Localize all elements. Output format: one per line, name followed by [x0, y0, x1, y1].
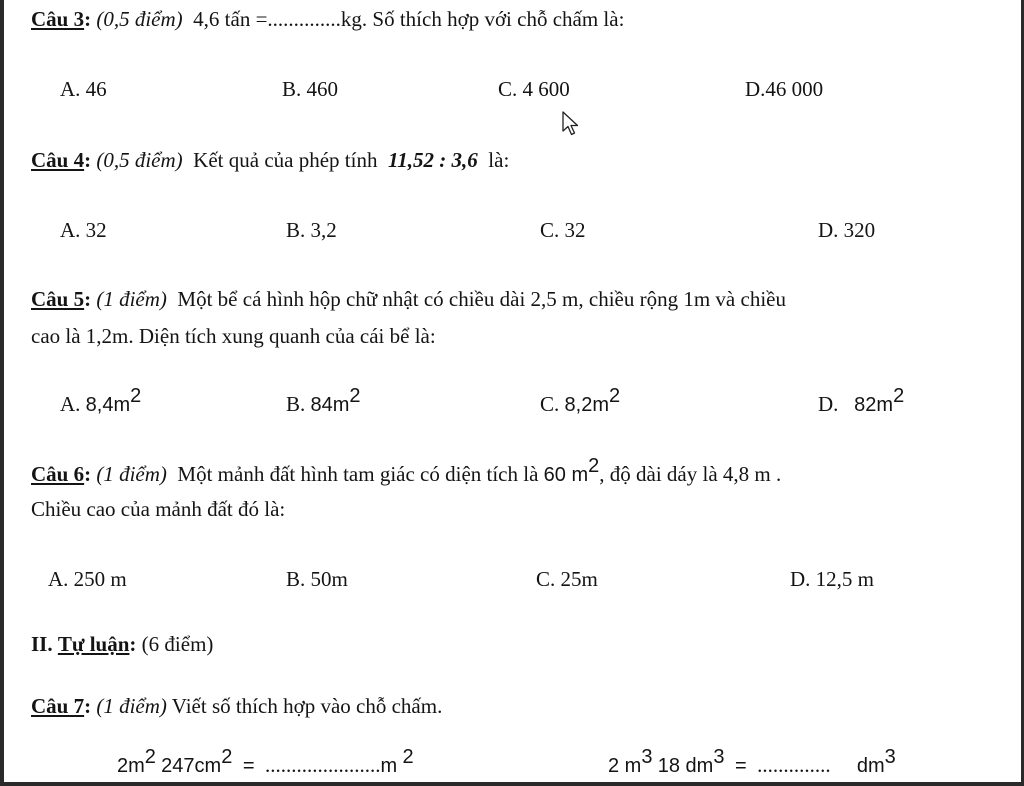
question-4: Câu 4: (0,5 điểm) Kết quả của phép tính 11,52 : 3,6 là: [31, 148, 510, 172]
question-text: Một bể cá hình hộp chữ nhật có chiều dài 2,5 m, chiều rộng 1m và chiều [177, 287, 786, 311]
question-text: kg. Số thích hợp với chỗ chấm là: [340, 7, 625, 31]
question-label: Câu 4 [31, 148, 85, 172]
question-text: là: [488, 148, 510, 172]
question-points: (1 điểm) [96, 462, 167, 486]
section-heading: II. Tự luận: (6 điểm) [31, 632, 214, 656]
option-d: D. 320 [818, 218, 876, 242]
option-b: B. 50m [286, 567, 348, 591]
option-c: C. $8,2m^2$ [540, 385, 621, 416]
option-a: A. 250 m [48, 567, 127, 591]
option-d: D.46 000 [745, 77, 824, 101]
exercise-2: 2 $m^3$ 18 $dm^3$ = .............. $dm^3$ [608, 746, 896, 777]
option-c: C. 32 [540, 218, 586, 242]
option-c: C. 25m [536, 567, 598, 591]
question-points: (1 điểm) [96, 287, 167, 311]
option-b: B. 460 [282, 77, 339, 101]
section-points: (6 điểm) [141, 632, 214, 656]
question-3: Câu 3: (0,5 điểm) 4,6 tấn =..............kg. Số thích hợp với chỗ chấm là: [31, 7, 625, 31]
question-points: (0,5 điểm) [96, 7, 183, 31]
question-text: Một mảnh đất hình tam giác có diện tích là [177, 462, 539, 486]
option-b: B. $84m^2$ [286, 385, 361, 416]
question-text: Viết số thích hợp vào chỗ chấm. [171, 694, 443, 718]
area-value: 60 m [543, 464, 589, 486]
question-6: Câu 6: (1 điểm) Một mảnh đất hình tam giác có diện tích là 60 $m^2$, độ dài dáy là 4,8 m . [31, 455, 782, 486]
question-5: Câu 5: (1 điểm) Một bể cá hình hộp chữ nhật có chiều dài 2,5 m, chiều rộng 1m và chiều [31, 287, 786, 311]
expression: 11,52 : 3,6 [387, 148, 478, 172]
option-a: A. 32 [60, 218, 107, 242]
option-b: B. 3,2 [286, 218, 337, 242]
answer-blank: .............. [267, 7, 341, 31]
question-text-line2: Chiều cao của mảnh đất đó là: [31, 497, 286, 521]
option-a: A. $8,4m^2$ [60, 385, 142, 416]
exercise-1: $2m^2$ $247cm^2 = ......................m$ $^2$ [117, 746, 414, 777]
question-text: 4,6 tấn = [193, 7, 268, 31]
question-label: Câu 3 [31, 7, 85, 31]
question-text: , độ dài dáy là 4,8 m . [599, 462, 782, 486]
frame-bottom-border [0, 782, 1024, 786]
answer-blank: ...................... [265, 753, 381, 777]
question-label: Câu 6 [31, 462, 85, 486]
option-d: D. 12,5 m [790, 567, 874, 591]
question-text-line2: cao là 1,2m. Diện tích xung quanh của cái bể là: [31, 324, 436, 348]
mouse-pointer-icon [561, 111, 583, 137]
answer-blank: .............. [757, 753, 831, 777]
question-label: Câu 7 [31, 694, 85, 718]
frame-left-border [0, 0, 4, 786]
option-c: C. 4 600 [498, 77, 570, 101]
question-7: Câu 7: (1 điểm) Viết số thích hợp vào chỗ chấm. [31, 694, 443, 718]
option-a: A. 46 [60, 77, 107, 101]
section-numeral: II. [31, 632, 53, 656]
question-text: Kết quả của phép tính [193, 148, 378, 172]
question-points: (0,5 điểm) [96, 148, 183, 172]
section-title: Tự luận [57, 632, 130, 656]
option-d: D. $82m^2$ [818, 385, 905, 416]
question-label: Câu 5 [31, 287, 85, 311]
question-points: (1 điểm) [96, 694, 167, 718]
